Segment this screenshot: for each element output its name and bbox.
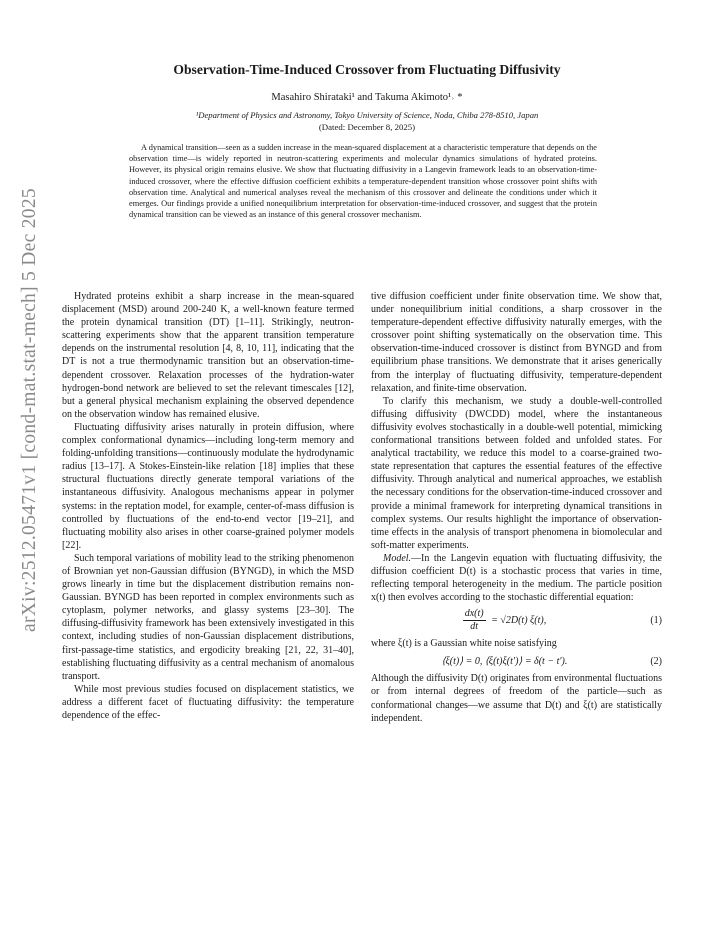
arxiv-sidebar-stamp	[10, 188, 50, 632]
section-label: Model.	[383, 552, 412, 564]
paper-date: (Dated: December 8, 2025)	[318, 122, 416, 132]
paragraph: Fluctuating diffusivity arises naturally in protein diffusion, where complex conformational dynamics—including long-term memory and folding-unfolding transitions—continuously modulate the hydrodynamic radius [13–17]. A Stokes-Einstein-like relation [18] implies that these structural fluctuations directly generate temporal variations of the instantaneous diffusivity. Analogous mechanisms appear in polymer systems: in the reptation model, for example, center-of-mass diffusion is controlled by fluctuations of the end-to-end vector [19–21], and fluctuating mobility also arises in other coarse-grained polymer models [22].	[62, 421, 354, 551]
paragraph: Although the diffusivity D(t) originates from environmental fluctuations or from internal degrees of freedom of the particle—such as conformational changes—we assume that D(t) and ξ(t) are statistically independent.	[371, 673, 662, 724]
equation-number: (1)	[650, 615, 662, 627]
paper-title: Observation-Time-Induced Crossover from Fluctuating Diffusivity	[173, 62, 561, 77]
paragraph: To clarify this mechanism, we study a double-well-controlled diffusing diffusivity (DWCDD) model, where the instantaneous diffusivity evolves stochastically in a double-well potential, mimicking conformational transitions between folded and unfolded states. For analytical tractability, we reduce this model to a coarse-grained two-state representation that captures the essential features of the effective diffusivity. Through analytical and numerical approaches, we establish the necessary conditions for the observation-time-induced crossover and provide a minimal framework for interpreting dynamical transitions in complex systems. Our results highlight the importance of observation-time effects in the analysis of transport phenomena in biomolecular and soft-matter experiments.	[371, 395, 662, 551]
paragraph: While most previous studies focused on displacement statistics, we address a different facet of fluctuating diffusivity: the temperature dependence of the effec-	[62, 683, 354, 721]
equation-2	[371, 650, 662, 672]
equation-rhs: = √2D(t) ξ(t),	[491, 615, 547, 627]
paragraph: tive diffusion coefficient under finite observation time. We show that, under nonequilibrium initial conditions, a sharp crossover in the temperature-dependent effective diffusivity naturally emerges, with the crossover point shifting systematically on the observation time. This observation-time-induced crossover is distinct from BYNGD and from equilibrium phase transitions. We demonstrate that it arises generically from the interplay of fluctuating diffusivity, temperature-dependent relaxation, and finite-time observation.	[371, 291, 662, 394]
left-column	[62, 290, 354, 722]
fraction-denominator: dt	[470, 621, 479, 633]
paragraph: Such temporal variations of mobility lead to the striking phenomenon of Brownian yet non-Gaussian diffusion (BYNGD), in which the MSD grows linearly in time but the displacement distribution remains non-Gaussian. BYNGD has been reported in complex environments such as cytoplasm, polymer networks, and glassy systems [23–30]. The diffusing-diffusivity framework has been extensively investigated in this context, including studies of non-Gaussian displacement distributions, first-passage-time statistics, and ergodicity breaking [21, 22, 31–40], establishing fluctuating diffusivity as a central mechanism of anomalous transport.	[62, 552, 354, 682]
paragraph: where ξ(t) is a Gaussian white noise satisfying	[371, 638, 557, 650]
paragraph	[371, 552, 662, 604]
paper-affiliation: ¹Department of Physics and Astronomy, Tokyo University of Science, Noda, Chiba 278-8510, Japan	[195, 110, 539, 120]
equation-body	[371, 608, 638, 633]
fraction	[463, 608, 486, 633]
equation-number: (2)	[650, 655, 662, 667]
paragraph-text: —In the Langevin equation with fluctuating diffusivity, the diffusion coefficient D(t) is a stochastic process that varies in time, reflecting temporal heterogeneity in the medium. The particle position x(t) then evolves according to the stochastic differential equation:	[371, 552, 662, 604]
fraction-numerator: dx(t)	[464, 608, 484, 620]
equation-1	[371, 604, 662, 637]
paragraph: Hydrated proteins exhibit a sharp increase in the mean-squared displacement (MSD) around 200-240 K, a well-known feature termed the protein dynamical transition (DT) [1–11]. Strikingly, neutron-scattering experiments show that the apparent transition temperature depends on the instrumental resolution [4, 8, 10, 11], indicating that the DT is not a true thermodynamic transition but an observation-time-dependent crossover. Relaxation processes of the hydration-water hydrogen-bond network are believed to set the relevant timescales [12], but a general physical mechanism explaining the observed dependence on the observation window has remained elusive.	[62, 291, 354, 420]
equation-body: ⟨ξ(t)⟩ = 0, ⟨ξ(t)ξ(t′)⟩ = δ(t − t′).	[441, 655, 568, 667]
arxiv-identifier: arXiv:2512.05471v1 [cond-mat.stat-mech] 5 Dec 2025	[19, 188, 40, 632]
right-column	[371, 290, 662, 725]
abstract: A dynamical transition—seen as a sudden increase in the mean-squared displacement at a characteristic temperature that depends on the observation time—is widely reported in neutron-scattering experiments and molecular dynamics simulations of hydrated proteins. However, its physical origin remains elusive. We show that fluctuating diffusivity in a Langevin framework leads to an observation-time-induced crossover, where the effective diffusion coefficient exhibits a temperature-dependent transition whose crossover point shifts with observation time. Analytical and numerical analyses reveal the mechanism of this crossover and delineate the conditions under which it emerges. Our findings provide a unified nonequilibrium interpretation for observation-time-induced crossover, and suggest that the protein dynamical transition can be viewed as an instance of this general crossover mechanism.	[129, 143, 597, 220]
paper-authors: Masahiro Shirataki¹ and Takuma Akimoto¹˒ *	[271, 92, 463, 103]
